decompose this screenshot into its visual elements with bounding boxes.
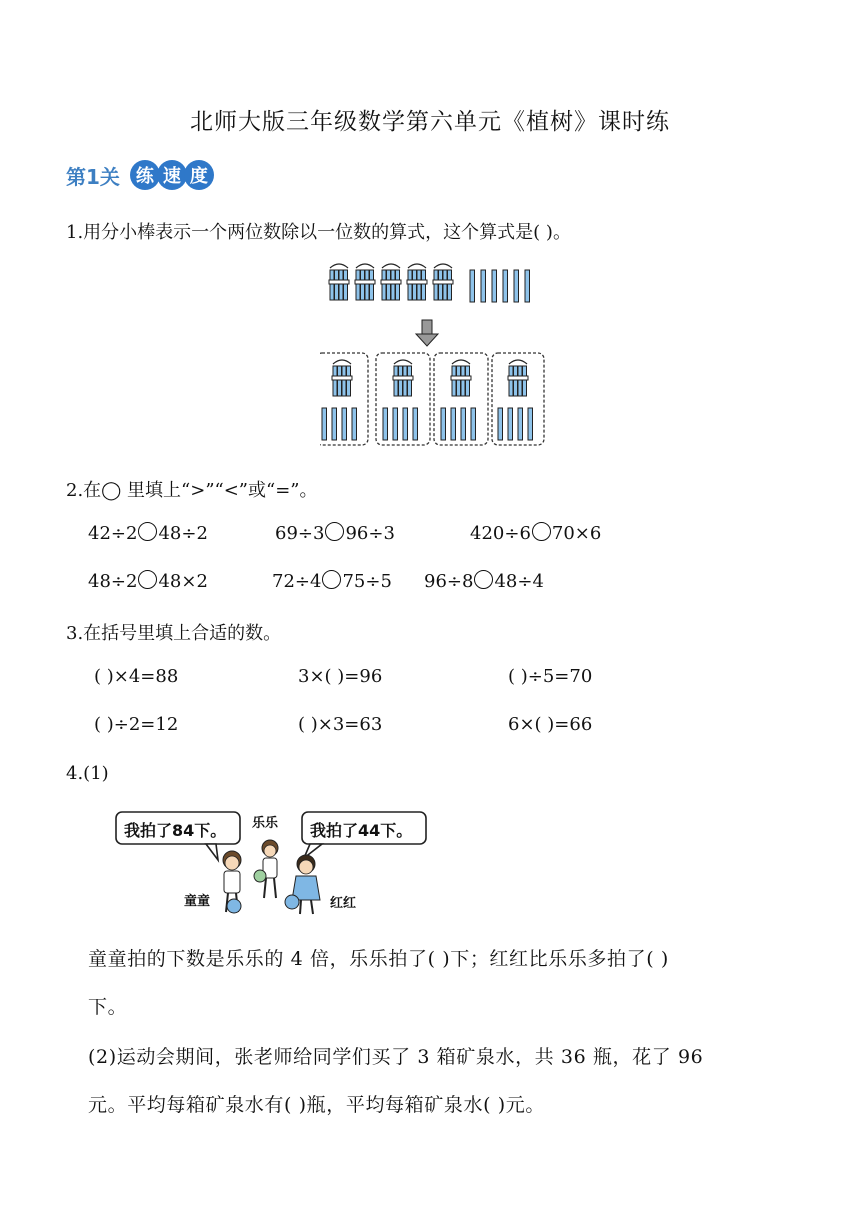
badge-pill <box>130 160 211 190</box>
blank-circle[interactable] <box>138 522 157 541</box>
fill-item[interactable]: 3×( )=96 <box>298 666 383 687</box>
fill-item[interactable]: ( )÷5=70 <box>508 666 593 687</box>
q4-part2-line1: (2)运动会期间，张老师给同学们买了 3 箱矿泉水，共 36 瓶，花了 96 <box>88 1046 704 1068</box>
fill-item[interactable]: ( )×3=63 <box>298 714 383 735</box>
down-arrow-icon <box>416 320 438 346</box>
stick-bundle-figure <box>320 258 550 453</box>
speech-bubble-right: 我拍了44下。 <box>310 821 413 840</box>
blank-circle[interactable] <box>322 570 341 589</box>
badge-char: 速 <box>157 160 187 190</box>
badge-char: 练 <box>130 160 160 190</box>
level-badge <box>66 160 211 190</box>
fill-item[interactable]: 6×( )=66 <box>508 714 593 735</box>
speech-bubble-left: 我拍了84下。 <box>124 821 227 840</box>
top-bundles <box>329 264 453 300</box>
top-loose-sticks <box>470 270 530 302</box>
compare-item: 42÷2 48÷2 <box>88 523 208 544</box>
compare-item: 48÷2 48×2 <box>88 571 208 592</box>
fill-item[interactable]: ( )÷2=12 <box>94 714 179 735</box>
dashed-groups <box>320 353 544 445</box>
kids-illustration <box>110 808 440 920</box>
blank-circle[interactable] <box>325 522 344 541</box>
q4-part1-line1: 童童拍的下数是乐乐的 4 倍，乐乐拍了( )下；红红比乐乐多拍了( ) <box>88 948 669 970</box>
page-title: 北师大版三年级数学第六单元《植树》课时练 <box>190 109 670 135</box>
badge-char: 度 <box>184 160 214 190</box>
compare-item: 420÷6 70×6 <box>470 523 602 544</box>
question-4-label: 4.(1) <box>66 763 109 784</box>
compare-item: 72÷4 75÷5 <box>272 571 392 592</box>
blank-circle[interactable] <box>474 570 493 589</box>
compare-item: 96÷8 48÷4 <box>424 571 544 592</box>
question-3: 3.在括号里填上合适的数。 <box>66 623 282 644</box>
kid-lele-icon <box>254 840 278 898</box>
q4-part1-line2: 下。 <box>88 996 128 1018</box>
fill-item[interactable]: ( )×4=88 <box>94 666 179 687</box>
question-2: 2.在◯ 里填上“>”“<”或“=”。 <box>66 480 318 501</box>
name-honghong: 红红 <box>330 896 357 911</box>
compare-item: 69÷3 96÷3 <box>275 523 395 544</box>
blank-circle[interactable] <box>532 522 551 541</box>
blank-circle[interactable] <box>138 570 157 589</box>
name-tongtong: 童童 <box>184 894 211 909</box>
badge-prefix: 第1关 <box>66 164 120 189</box>
kid-tongtong-icon <box>223 851 241 913</box>
name-lele: 乐乐 <box>252 816 279 831</box>
kid-honghong-icon <box>285 855 320 914</box>
q4-part2-line2: 元。平均每箱矿泉水有( )瓶，平均每箱矿泉水( )元。 <box>88 1094 545 1116</box>
question-1: 1.用分小棒表示一个两位数除以一位数的算式，这个算式是( )。 <box>66 222 571 243</box>
